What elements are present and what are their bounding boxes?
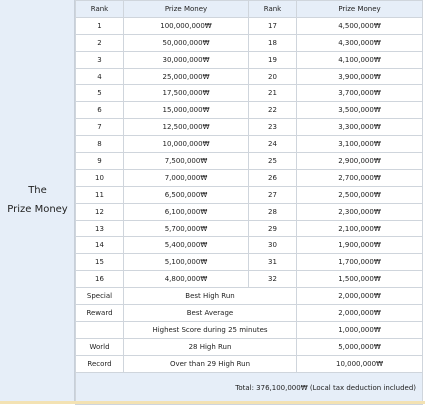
rank-cell: 8 xyxy=(76,136,124,153)
table-row xyxy=(76,186,423,203)
prize-cell: 4,300,000₩ xyxy=(297,34,423,51)
table-row xyxy=(76,51,423,68)
col-header-rank-1: Rank xyxy=(76,1,124,18)
prize-cell: 2,700,000₩ xyxy=(297,169,423,186)
prize-cell: 5,700,000₩ xyxy=(124,220,249,237)
rank-cell: 7 xyxy=(76,119,124,136)
table-row xyxy=(76,34,423,51)
rank-cell: 2 xyxy=(76,34,124,51)
table-row xyxy=(76,271,423,288)
table-row xyxy=(76,321,423,338)
world-name: 28 High Run xyxy=(124,338,297,355)
prize-cell: 2,300,000₩ xyxy=(297,203,423,220)
prize-cell: 12,500,000₩ xyxy=(124,119,249,136)
rank-cell: 23 xyxy=(249,119,297,136)
side-label-line1: The xyxy=(28,185,47,196)
prize-cell: 50,000,000₩ xyxy=(124,34,249,51)
rank-cell: 3 xyxy=(76,51,124,68)
rank-cell: 17 xyxy=(249,17,297,34)
rank-cell: 16 xyxy=(76,271,124,288)
header-row xyxy=(76,1,423,18)
world-name: Over than 29 High Run xyxy=(124,355,297,372)
rank-cell: 26 xyxy=(249,169,297,186)
rank-cell: 14 xyxy=(76,237,124,254)
rank-cell: 11 xyxy=(76,186,124,203)
prize-cell: 17,500,000₩ xyxy=(124,85,249,102)
score-prize: 1,000,000₩ xyxy=(297,321,423,338)
prize-cell: 4,100,000₩ xyxy=(297,51,423,68)
special-name: Best Average xyxy=(124,305,297,322)
prize-cell: 15,000,000₩ xyxy=(124,102,249,119)
rank-cell: 19 xyxy=(249,51,297,68)
rank-cell: 6 xyxy=(76,102,124,119)
rank-cell: 29 xyxy=(249,220,297,237)
table-row xyxy=(76,85,423,102)
special-label-1: Special xyxy=(76,288,124,305)
total-text: Total: 376,100,000₩ (Local tax deduction included) xyxy=(76,372,423,404)
bonus-rows xyxy=(76,288,423,404)
prize-cell: 1,500,000₩ xyxy=(297,271,423,288)
special-label-2: Reward xyxy=(76,305,124,322)
rank-cell: 31 xyxy=(249,254,297,271)
col-header-prize-1: Prize Money xyxy=(124,1,249,18)
rank-cell: 21 xyxy=(249,85,297,102)
prize-cell: 7,000,000₩ xyxy=(124,169,249,186)
prize-table xyxy=(75,0,423,405)
prize-cell: 2,100,000₩ xyxy=(297,220,423,237)
rank-cell: 22 xyxy=(249,102,297,119)
rank-cell: 20 xyxy=(249,68,297,85)
side-header xyxy=(0,0,75,402)
table-row xyxy=(76,237,423,254)
rank-cell: 27 xyxy=(249,186,297,203)
table-row xyxy=(76,355,423,372)
world-label-1: World xyxy=(76,338,124,355)
rank-cell: 5 xyxy=(76,85,124,102)
score-name: Highest Score during 25 minutes xyxy=(124,321,297,338)
table-row xyxy=(76,102,423,119)
prize-cell: 6,100,000₩ xyxy=(124,203,249,220)
prize-cell: 100,000,000₩ xyxy=(124,17,249,34)
rank-cell: 4 xyxy=(76,68,124,85)
prize-cell: 1,900,000₩ xyxy=(297,237,423,254)
world-prize: 5,000,000₩ xyxy=(297,338,423,355)
prize-cell: 2,900,000₩ xyxy=(297,153,423,170)
prize-cell: 5,400,000₩ xyxy=(124,237,249,254)
prize-cell: 1,700,000₩ xyxy=(297,254,423,271)
prize-cell: 4,500,000₩ xyxy=(297,17,423,34)
rank-cell: 15 xyxy=(76,254,124,271)
col-header-prize-2: Prize Money xyxy=(297,1,423,18)
rank-cell: 30 xyxy=(249,237,297,254)
rank-cell: 25 xyxy=(249,153,297,170)
col-header-rank-2: Rank xyxy=(249,1,297,18)
special-prize: 2,000,000₩ xyxy=(297,305,423,322)
total-row xyxy=(76,372,423,404)
rank-cell: 12 xyxy=(76,203,124,220)
world-prize: 10,000,000₩ xyxy=(297,355,423,372)
rank-cell: 1 xyxy=(76,17,124,34)
table-row xyxy=(76,288,423,305)
prize-cell: 10,000,000₩ xyxy=(124,136,249,153)
prize-cell: 2,500,000₩ xyxy=(297,186,423,203)
prize-cell: 7,500,000₩ xyxy=(124,153,249,170)
empty-label-cell xyxy=(76,321,124,338)
side-label-line2: Prize Money xyxy=(7,204,68,215)
special-name: Best High Run xyxy=(124,288,297,305)
rank-cell: 18 xyxy=(249,34,297,51)
table-row xyxy=(76,169,423,186)
rank-cell: 10 xyxy=(76,169,124,186)
prize-cell: 25,000,000₩ xyxy=(124,68,249,85)
special-prize: 2,000,000₩ xyxy=(297,288,423,305)
table-row xyxy=(76,136,423,153)
table-row xyxy=(76,119,423,136)
table-row xyxy=(76,153,423,170)
rank-rows xyxy=(76,17,423,287)
table-row xyxy=(76,17,423,34)
rank-cell: 28 xyxy=(249,203,297,220)
rank-cell: 32 xyxy=(249,271,297,288)
prize-cell: 3,500,000₩ xyxy=(297,102,423,119)
table-row xyxy=(76,68,423,85)
table-row xyxy=(76,254,423,271)
table-row xyxy=(76,338,423,355)
prize-cell: 3,300,000₩ xyxy=(297,119,423,136)
prize-cell: 6,500,000₩ xyxy=(124,186,249,203)
rank-cell: 24 xyxy=(249,136,297,153)
prize-cell: 3,900,000₩ xyxy=(297,68,423,85)
world-label-2: Record xyxy=(76,355,124,372)
rank-cell: 13 xyxy=(76,220,124,237)
rank-cell: 9 xyxy=(76,153,124,170)
prize-cell: 4,800,000₩ xyxy=(124,271,249,288)
prize-cell: 3,100,000₩ xyxy=(297,136,423,153)
table-row xyxy=(76,203,423,220)
table-row xyxy=(76,220,423,237)
prize-cell: 3,700,000₩ xyxy=(297,85,423,102)
prize-cell: 30,000,000₩ xyxy=(124,51,249,68)
table-row xyxy=(76,305,423,322)
prize-cell: 5,100,000₩ xyxy=(124,254,249,271)
